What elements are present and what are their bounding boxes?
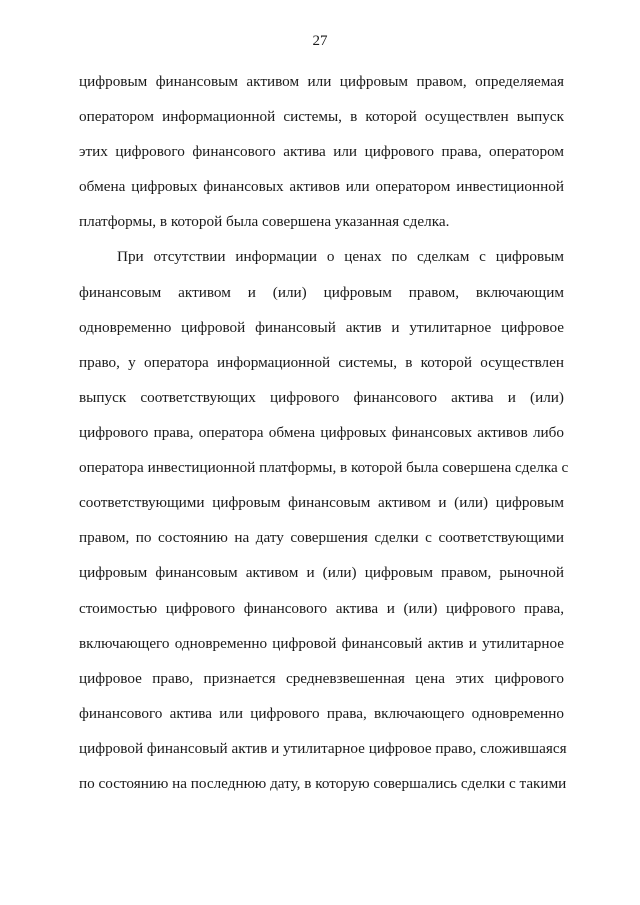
text-line: цифровое право, признается средневзвешенная цена этих цифрового xyxy=(79,670,564,687)
text-line: платформы, в которой была совершена указанная сделка. xyxy=(79,213,450,230)
text-line: При отсутствии информации о ценах по сделкам с цифровым xyxy=(117,248,564,265)
text-line: цифровым финансовым активом или цифровым правом, определяемая xyxy=(79,73,564,90)
text-line: соответствующими цифровым финансовым активом и (или) цифровым xyxy=(79,494,564,511)
text-line: финансовым активом и (или) цифровым правом, включающим xyxy=(79,284,564,301)
page-number: 27 xyxy=(312,33,328,49)
text-line: выпуск соответствующих цифрового финансового актива и (или) xyxy=(79,389,564,406)
text-line: этих цифрового финансового актива или цифрового права, оператором xyxy=(79,143,564,160)
text-line: оператором информационной системы, в которой осуществлен выпуск xyxy=(79,108,564,125)
text-line: цифровой финансовый актив и утилитарное цифровое право, сложившаяся xyxy=(79,740,567,757)
text-line: стоимостью цифрового финансового актива и (или) цифрового права, xyxy=(79,600,564,617)
text-line: финансового актива или цифрового права, включающего одновременно xyxy=(79,705,564,722)
text-line: включающего одновременно цифровой финансовый актив и утилитарное xyxy=(79,635,564,652)
text-line: оператора инвестиционной платформы, в которой была совершена сделка с xyxy=(79,459,569,476)
text-line: правом, по состоянию на дату совершения сделки с соответствующими xyxy=(79,529,564,546)
text-line: право, у оператора информационной системы, в которой осуществлен xyxy=(79,354,564,371)
text-line: по состоянию на последнюю дату, в которую совершались сделки с такими xyxy=(79,775,567,792)
text-line: цифровым финансовым активом и (или) цифровым правом, рыночной xyxy=(79,564,564,581)
text-line: цифрового права, оператора обмена цифровых финансовых активов либо xyxy=(79,424,564,441)
text-line: обмена цифровых финансовых активов или оператором инвестиционной xyxy=(79,178,564,195)
text-line: одновременно цифровой финансовый актив и утилитарное цифровое xyxy=(79,319,564,336)
